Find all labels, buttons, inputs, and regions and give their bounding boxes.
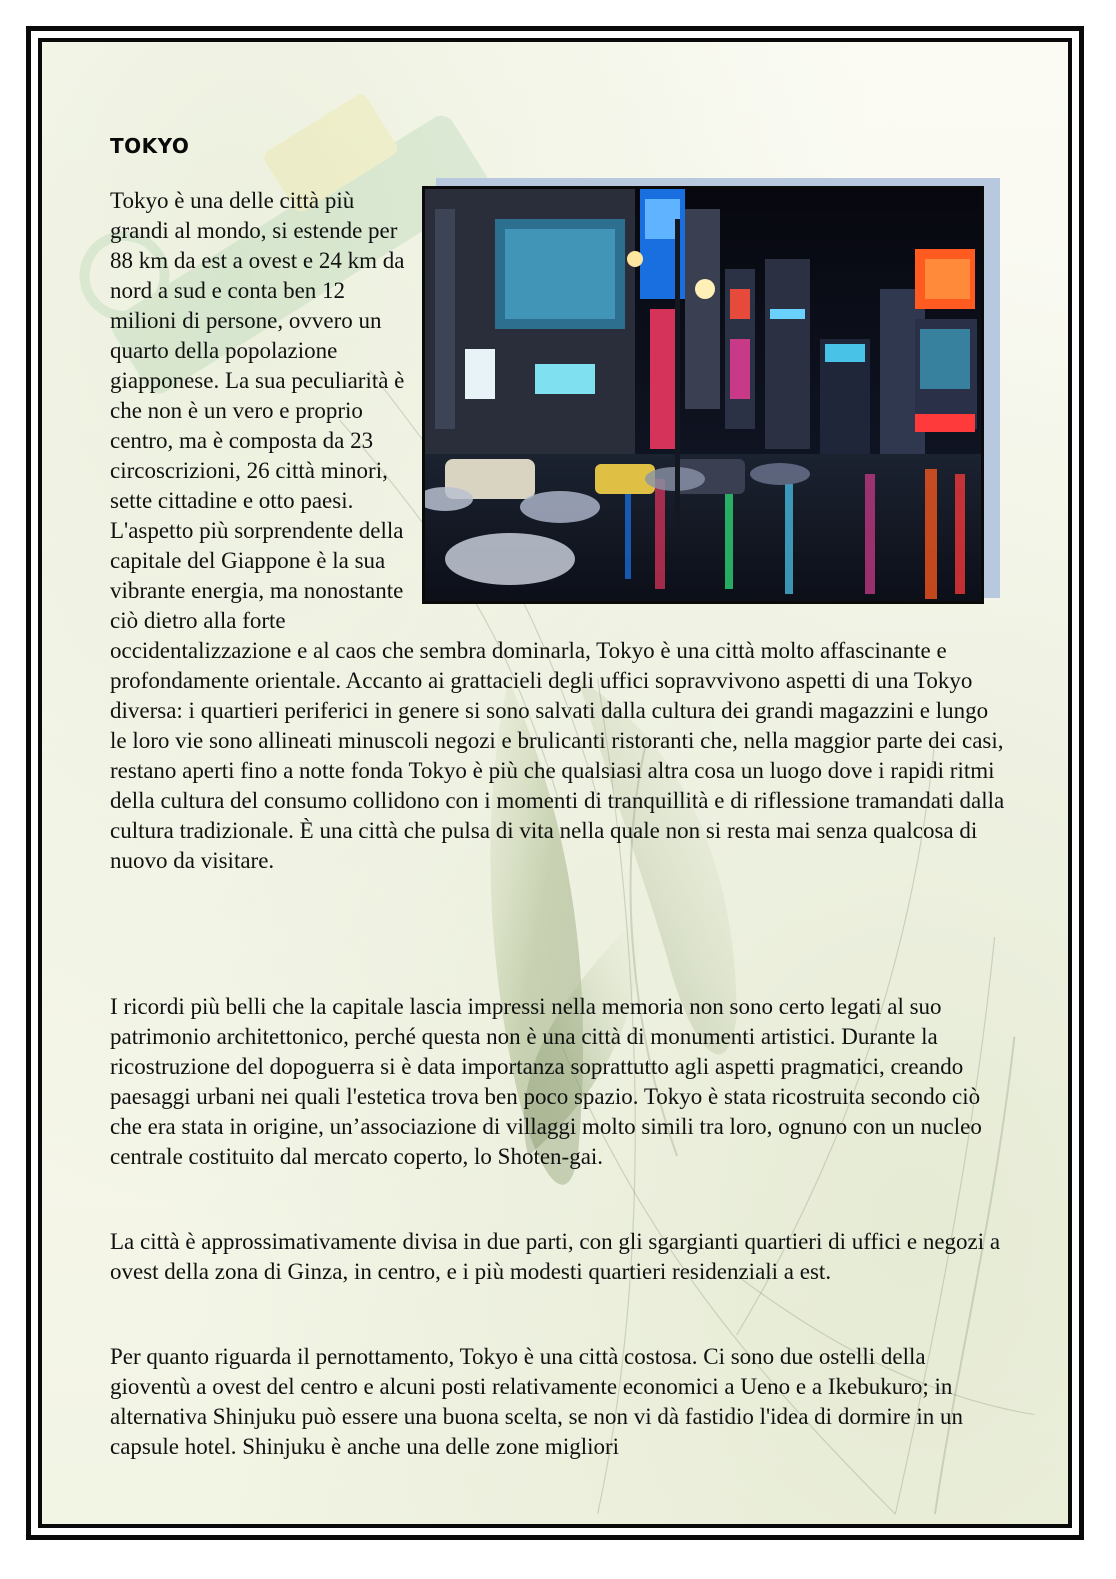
paragraph-4: Per quanto riguarda il pernottamento, Tokyo è una città costosa. Ci sono due ostelli della gioventù a ovest del centro e alcuni posti relativamente economici a Ueno e a Ikebukuro; in alternativa Shinjuku può essere una buona scelta, se non vi dà fastidio l'idea di dormire in un capsule hotel. Shinjuku è anche una delle zone migliori xyxy=(110,1344,964,1459)
page-title: TOKYO xyxy=(110,134,190,158)
paragraph-3: La città è approssimativamente divisa in due parti, con gli sgargianti quartieri di uffici e negozi a ovest della zona di Ginza, in centro, e i più modesti quartieri residenziali a est. xyxy=(110,1229,1001,1284)
photo-figure xyxy=(422,178,1002,624)
paragraph-2: I ricordi più belli che la capitale lascia impressi nella memoria non sono certo legati al suo patrimonio architettonico, perché questa non è una città di monumenti artistici. Durante la ricostruzione del dopoguerra si è data importanza soprattutto agli aspetti pragmatici, creando paesaggi urbani nei quali l'estetica trova ben poco spazio. Tokyo è stata ricostruita secondo ciò che era stata in origine, un’associazione di villaggi molto simili tra loro, ognuno con un nucleo centrale costituito dal mercato coperto, lo Shoten-gai. xyxy=(110,994,982,1169)
paragraph-1-text: Tokyo è una delle città più grandi al mondo, si estende per 88 km da est a ovest e 24 km da nord a sud e conta ben 12 milioni di persone, ovvero un quarto della popolazione giapponese. La sua peculiarità è che non è un vero e proprio centro, ma è composta da 23 circoscrizioni, 26 città minori, sette cittadine e otto paesi. L'aspetto più sorprendente della capitale del Giappone è la sua vibrante energia, ma nonostante ciò dietro alla forte occidentalizzazione e al caos che sembra dominarla, Tokyo è una città molto affascinante e profondamente orientale. Accanto ai grattacieli degli uffici sopravvivono aspetti di una Tokyo diversa: i quartieri periferici in genere si sono salvati dalla cultura dei grandi magazzini e lungo le loro vie sono allineati minuscoli negozi e brulicanti ristoranti che, nella maggior parte dei casi, restano aperti fino a notte fonda Tokyo è più che qualsiasi altra cosa un luogo dove i rapidi ritmi della cultura del consumo collidono con i momenti di tranquillità e di riflessione tramandati dalla cultura tradizionale. È una città che pulsa di vita nella quale non si resta mai senza qualcosa di nuovo da visitare. xyxy=(110,188,1005,873)
paragraph-1 xyxy=(110,186,1010,876)
night-street-photo xyxy=(422,186,984,604)
page xyxy=(38,38,1072,1528)
